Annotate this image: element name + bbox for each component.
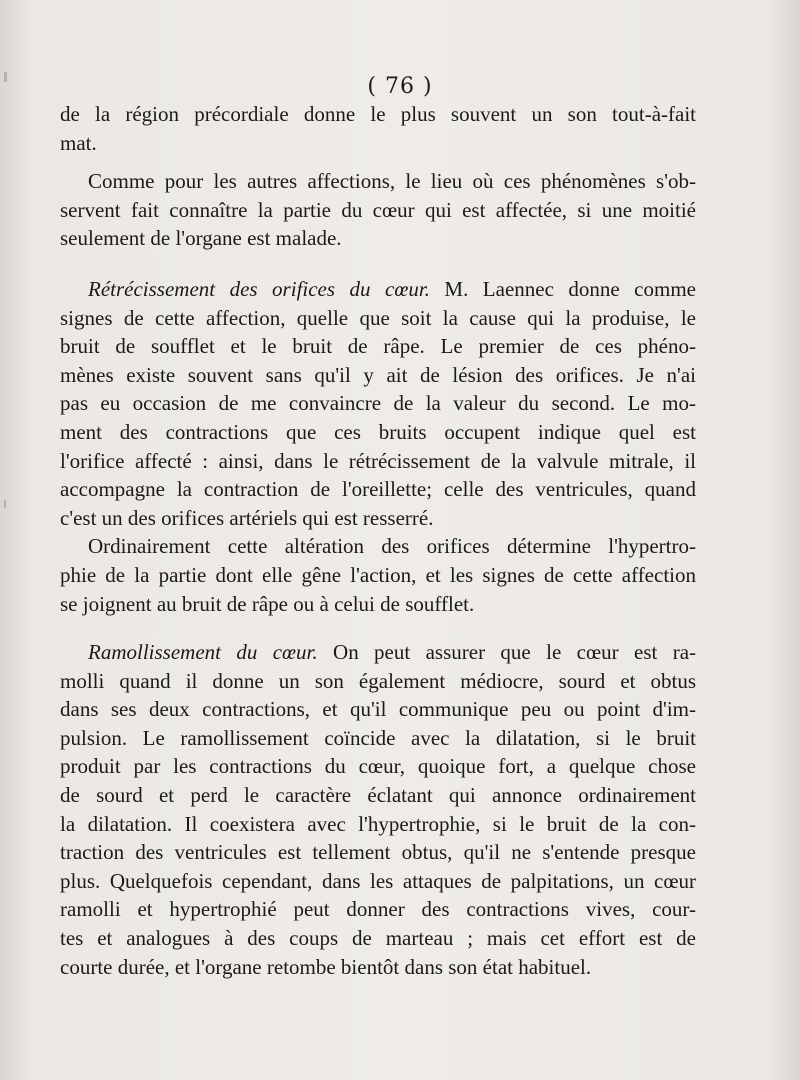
page-number: ( 76 ) [367, 74, 433, 99]
text-line: servent fait connaître la partie du cœur qui est affectée, si une moitié [60, 197, 696, 222]
text-line: se joignent au bruit de râpe ou à celui de soufflet. [60, 591, 475, 616]
text-line: ramolli et hypertrophié peut donner des contractions vives, cour- [60, 897, 696, 922]
paragraph [60, 532, 696, 618]
body-text [60, 100, 696, 981]
paragraph [60, 167, 696, 253]
paragraph [60, 275, 696, 532]
text-line: phie de la partie dont elle gêne l'action, et les signes de cette affection [60, 562, 696, 587]
text-line: produit par les contractions du cœur, quoique fort, a quelque chose [60, 754, 696, 779]
scan-speck [4, 500, 6, 508]
heading-continuation: On peut assurer que le cœur est ra- [317, 640, 697, 665]
text-line: traction des ventricules est tellement obtus, qu'il ne s'entende presque [60, 840, 696, 865]
text-line: accompagne la contraction de l'oreillette; celle des ventricules, quand [60, 477, 696, 502]
text-line: pas eu occasion de me convaincre de la valeur du second. Le mo- [60, 391, 696, 416]
text-line: molli quand il donne un son également médiocre, sourd et obtus [60, 668, 696, 693]
text-line: Comme pour les autres affections, le lieu où ces phénomènes s'ob- [88, 169, 696, 194]
paragraph [60, 638, 696, 981]
text-line: l'orifice affecté : ainsi, dans le rétrécissement de la valvule mitrale, il [60, 448, 696, 473]
section-gap [60, 618, 696, 638]
text-line: tes et analogues à des coups de marteau ; mais cet effort est de [60, 926, 696, 951]
text-line: de la région précordiale donne le plus souvent un son tout-à-fait [60, 102, 696, 126]
text-line: seulement de l'organe est malade. [60, 226, 342, 251]
text-line: plus. Quelquefois cependant, dans les attaques de palpitations, un cœur [60, 868, 696, 893]
text-line [60, 275, 696, 304]
heading-continuation: M. Laennec donne comme [429, 276, 696, 301]
text-line: la dilatation. Il coexistera avec l'hypertrophie, si le bruit de la con- [60, 811, 696, 836]
text-line: signes de cette affection, quelle que soit la cause qui la produise, le [60, 305, 696, 330]
text-line: ment des contractions que ces bruits occupent indique quel est [60, 419, 696, 444]
text-line: Ordinairement cette altération des orifices détermine l'hypertro- [88, 534, 696, 559]
text-line: bruit de soufflet et le bruit de râpe. Le premier de ces phéno- [60, 334, 696, 359]
section-heading: Rétrécissement des orifices du cœur. [88, 276, 430, 301]
text-line: mat. [60, 130, 97, 155]
text-line: pulsion. Le ramollissement coïncide avec la dilatation, si le bruit [60, 725, 696, 750]
text-line: mènes existe souvent sans qu'il y ait de lésion des orifices. Je n'ai [60, 362, 696, 387]
text-line [60, 638, 696, 667]
text-line: courte durée, et l'organe retombe bientôt dans son état habituel. [60, 954, 592, 979]
text-line: de sourd et perd le caractère éclatant qui annonce ordinairement [60, 783, 696, 808]
paragraph [60, 100, 696, 157]
text-line: dans ses deux contractions, et qu'il communique peu ou point d'im- [60, 697, 696, 722]
section-gap [60, 253, 696, 275]
section-heading: Ramollissement du cœur. [88, 640, 318, 665]
text-line: c'est un des orifices artériels qui est resserré. [60, 505, 434, 530]
